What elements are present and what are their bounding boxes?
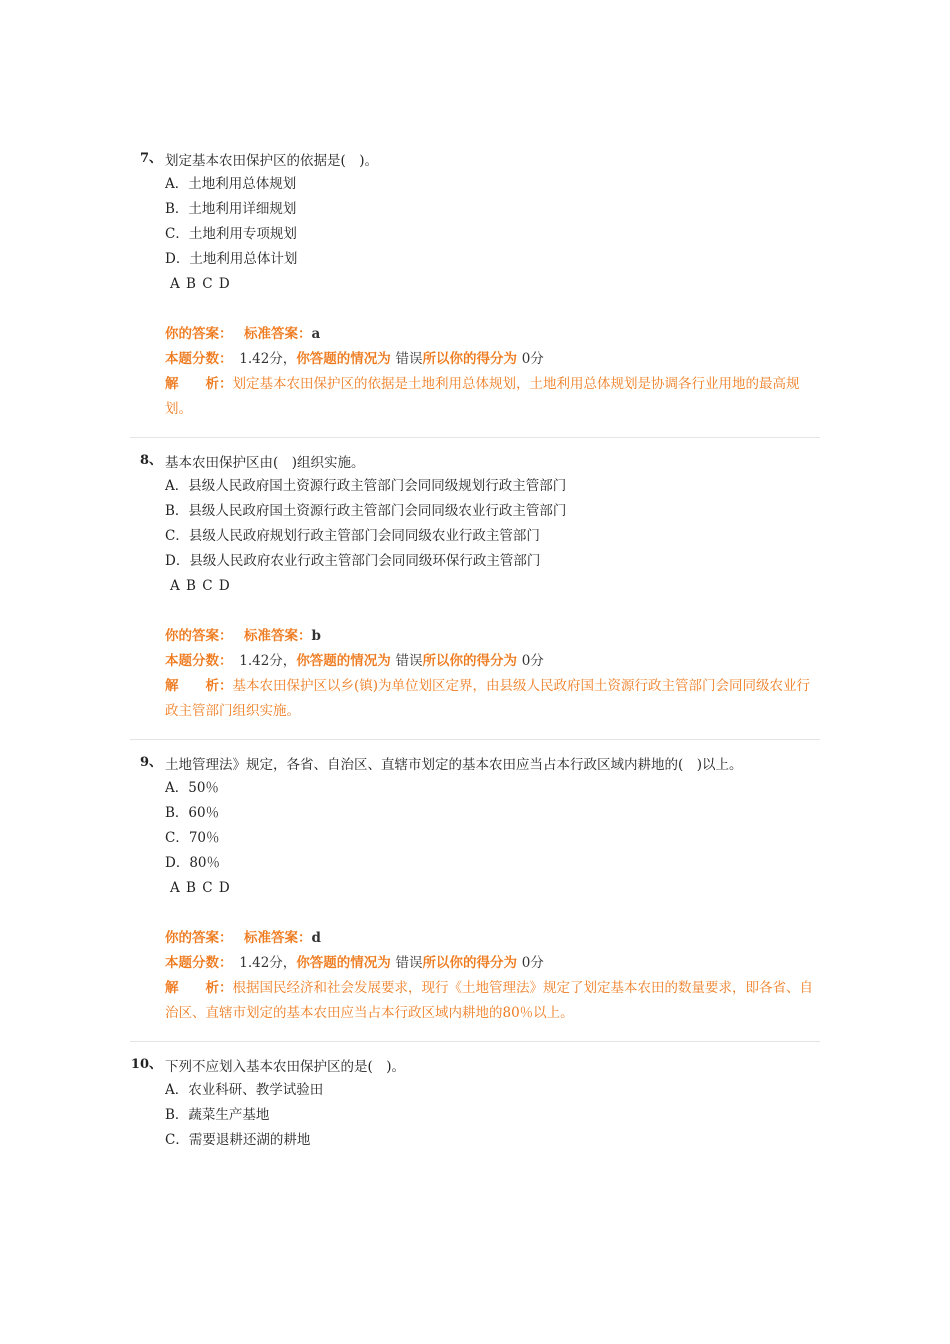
result-label: 所以你的得分为 xyxy=(422,351,518,367)
option-a: A．土地利用总体规划 xyxy=(165,176,297,192)
score-label: 本题分数： xyxy=(165,955,226,971)
analysis xyxy=(165,976,820,1026)
answer-choices[interactable]: A B C D xyxy=(170,276,231,292)
standard-answer-label: 标准答案： xyxy=(243,628,312,644)
status-value: 错误 xyxy=(395,955,423,971)
result-value: 0分 xyxy=(521,351,544,367)
standard-answer-value: a xyxy=(311,326,321,342)
option-a: A．县级人民政府国土资源行政主管部门会同同级规划行政主管部门 xyxy=(165,478,567,494)
divider xyxy=(130,739,820,740)
standard-answer-label: 标准答案： xyxy=(243,326,312,342)
standard-answer-label: 标准答案： xyxy=(243,930,312,946)
result-label: 所以你的得分为 xyxy=(422,955,518,971)
question-number: 8、 xyxy=(139,453,162,468)
option-c: C．县级人民政府规划行政主管部门会同同级农业行政主管部门 xyxy=(165,528,540,544)
analysis-label: 解 析： xyxy=(165,678,233,694)
analysis-text: 划定基本农田保护区的依据是土地利用总体规划，土地利用总体规划是协调各行业用地的最高规划。 xyxy=(165,376,800,417)
option-d: D．县级人民政府农业行政主管部门会同同级环保行政主管部门 xyxy=(165,553,541,569)
option-c: C．70％ xyxy=(165,830,220,846)
standard-answer-value: b xyxy=(311,628,321,644)
status-label: 你答题的情况为 xyxy=(296,955,391,971)
question-number: 9、 xyxy=(139,755,162,770)
divider xyxy=(130,1041,820,1042)
status-label: 你答题的情况为 xyxy=(296,351,391,367)
status-label: 你答题的情况为 xyxy=(296,653,391,669)
answer-row xyxy=(165,624,820,649)
question-text: 基本农田保护区由( )组织实施。 xyxy=(165,455,365,471)
question-10 xyxy=(130,1056,820,1153)
result-label: 所以你的得分为 xyxy=(422,653,518,669)
option-a: A．农业科研、教学试验田 xyxy=(165,1082,324,1098)
answer-choices[interactable]: A B C D xyxy=(170,578,231,594)
question-text: 下列不应划入基本农田保护区的是( )。 xyxy=(165,1059,406,1075)
answer-row xyxy=(165,322,820,347)
your-answer-label: 你的答案： xyxy=(165,326,226,342)
score-value: 1.42分， xyxy=(239,351,297,367)
option-b: B．60％ xyxy=(165,805,220,821)
option-b: B．土地利用详细规划 xyxy=(165,201,297,217)
score-value: 1.42分， xyxy=(239,653,297,669)
question-list xyxy=(130,150,820,1153)
your-answer-label: 你的答案： xyxy=(165,628,226,644)
status-value: 错误 xyxy=(395,351,423,367)
option-c: C．需要退耕还湖的耕地 xyxy=(165,1132,311,1148)
option-b: B．县级人民政府国土资源行政主管部门会同同级农业行政主管部门 xyxy=(165,503,567,519)
analysis-text: 基本农田保护区以乡(镇)为单位划区定界，由县级人民政府国土资源行政主管部门会同同级农业行政主管部门组织实施。 xyxy=(165,678,811,719)
option-d: D．80％ xyxy=(165,855,221,871)
answer-row xyxy=(165,926,820,951)
question-9 xyxy=(130,754,820,1026)
option-c: C．土地利用专项规划 xyxy=(165,226,297,242)
score-row xyxy=(165,347,820,372)
score-label: 本题分数： xyxy=(165,351,226,367)
question-number: 7、 xyxy=(139,151,162,166)
score-value: 1.42分， xyxy=(239,955,297,971)
analysis-label: 解 析： xyxy=(165,980,233,996)
analysis-label: 解 析： xyxy=(165,376,233,392)
option-b: B．蔬菜生产基地 xyxy=(165,1107,270,1123)
result-value: 0分 xyxy=(521,653,544,669)
question-number: 10、 xyxy=(130,1057,162,1072)
result-value: 0分 xyxy=(521,955,544,971)
standard-answer-value: d xyxy=(311,930,321,946)
divider xyxy=(130,437,820,438)
analysis xyxy=(165,674,820,724)
option-a: A．50％ xyxy=(165,780,219,796)
question-7 xyxy=(130,150,820,422)
score-row xyxy=(165,649,820,674)
question-text: 土地管理法》规定，各省、自治区、直辖市划定的基本农田应当占本行政区域内耕地的( )以上。 xyxy=(165,757,743,773)
analysis xyxy=(165,372,820,422)
your-answer-label: 你的答案： xyxy=(165,930,226,946)
question-text: 划定基本农田保护区的依据是( )。 xyxy=(165,153,379,169)
score-row xyxy=(165,951,820,976)
question-8 xyxy=(130,452,820,724)
answer-choices[interactable]: A B C D xyxy=(170,880,231,896)
score-label: 本题分数： xyxy=(165,653,226,669)
option-d: D．土地利用总体计划 xyxy=(165,251,298,267)
status-value: 错误 xyxy=(395,653,423,669)
analysis-text: 根据国民经济和社会发展要求，现行《土地管理法》规定了划定基本农田的数量要求，即各省、自治区、直辖市划定的基本农田应当占本行政区域内耕地的80％以上。 xyxy=(165,980,813,1021)
